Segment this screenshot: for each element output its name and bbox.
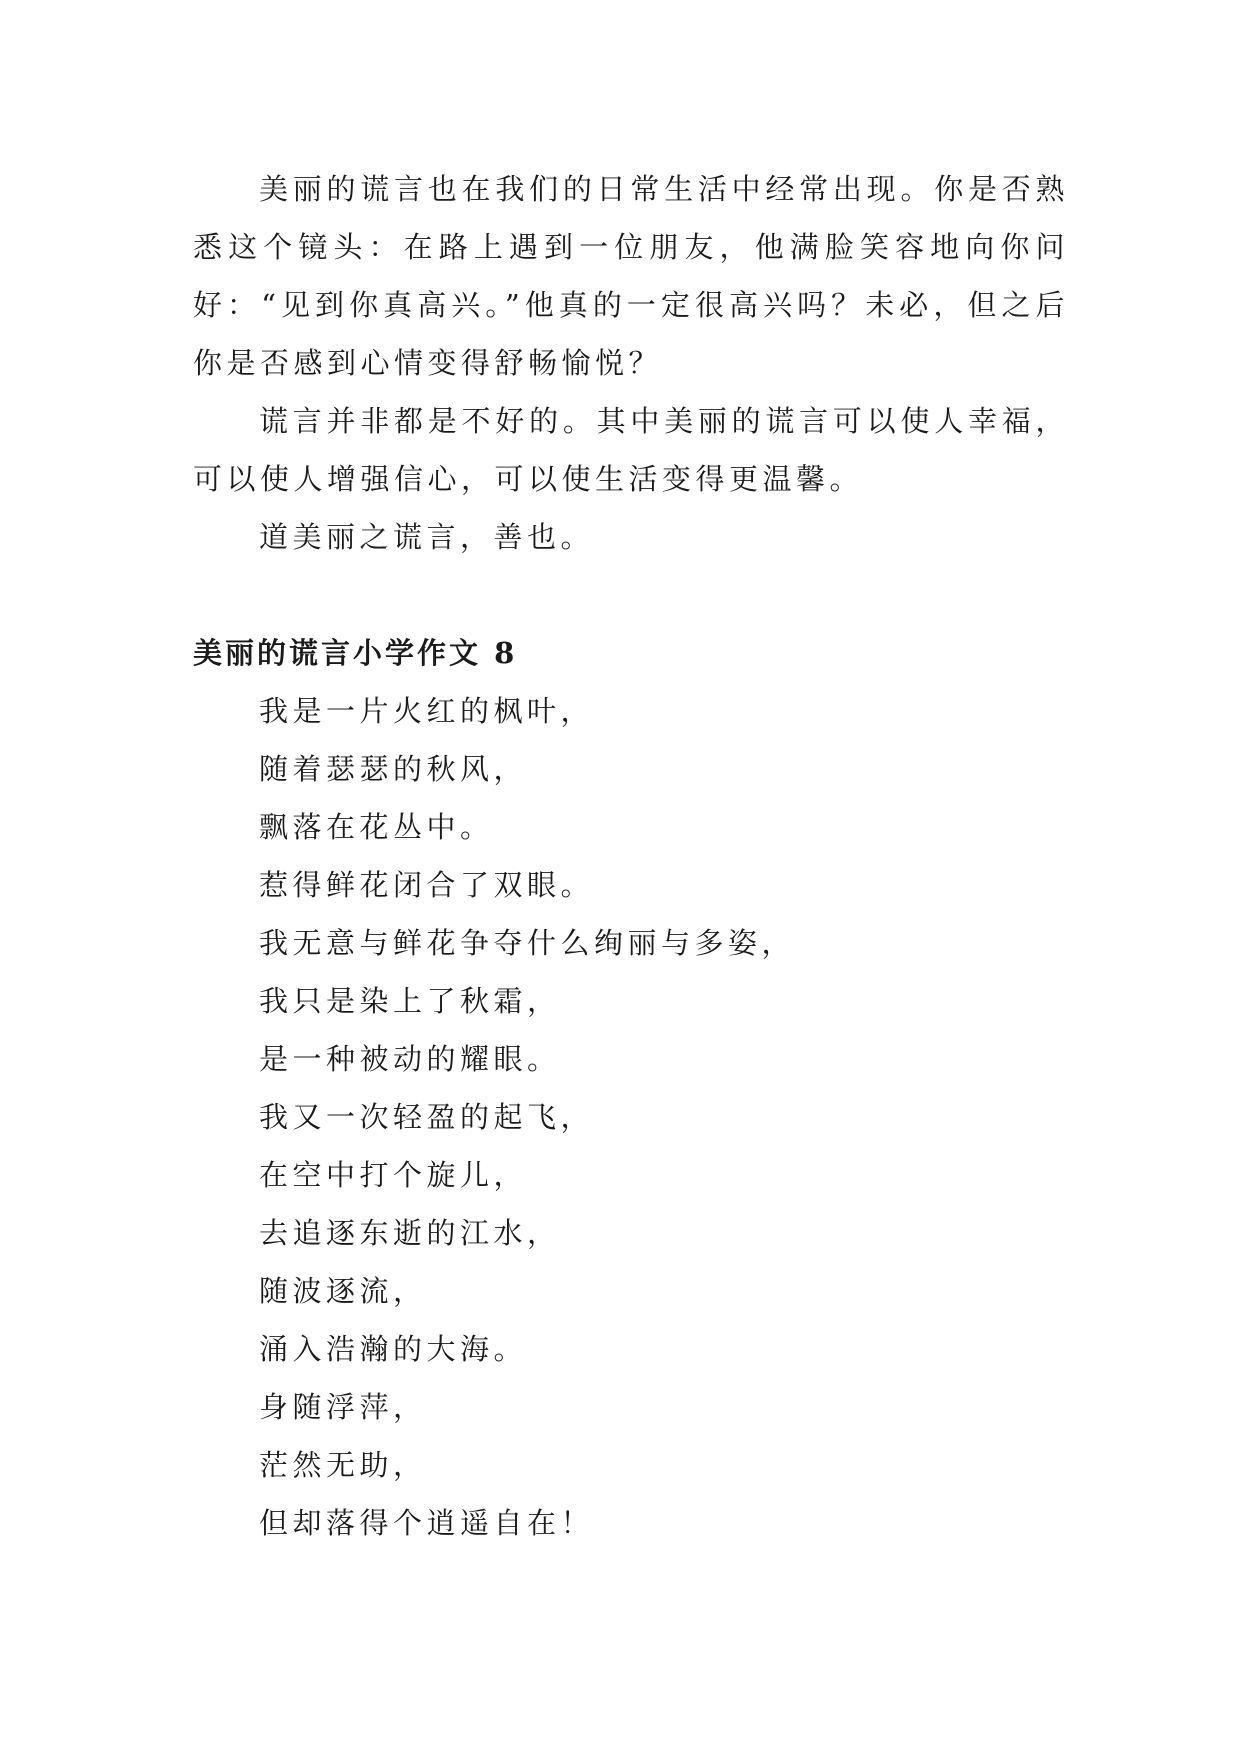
poem-line: 我又一次轻盈的起飞， [259, 1100, 595, 1134]
paragraph-3: 道美丽之谎言，善也。 [259, 520, 595, 554]
poem-line: 身随浮萍， [259, 1390, 427, 1424]
poem-line: 在空中打个旋儿， [259, 1158, 528, 1192]
section-title: 美丽的谎言小学作文 8 [193, 636, 518, 670]
poem-line: 惹得鲜花闭合了双眼。 [259, 868, 595, 902]
document-body [193, 160, 1069, 1552]
poem-line: 我只是染上了秋霜， [259, 984, 561, 1018]
poem-line: 是一种被动的耀眼。 [259, 1042, 561, 1076]
poem-line: 我是一片火红的枫叶， [259, 694, 595, 728]
poem-line: 随波逐流， [259, 1274, 427, 1308]
poem-line: 茫然无助， [259, 1448, 427, 1482]
poem-line: 飘落在花丛中。 [259, 810, 494, 844]
paragraph-1: 美丽的谎言也在我们的日常生活中经常出现。你是否熟悉这个镜头：在路上遇到一位朋友，他满脸笑容地向你问好：“见到你真高兴。”他真的一定很高兴吗？未必，但之后你是否感到心情变得舒畅愉悦？ [193, 172, 1069, 380]
poem-line: 随着瑟瑟的秋风， [259, 752, 528, 786]
poem-line: 去追逐东逝的江水， [259, 1216, 561, 1250]
poem [193, 682, 1069, 1552]
paragraph-2: 谎言并非都是不好的。其中美丽的谎言可以使人幸福，可以使人增强信心，可以使生活变得更温馨。 [193, 404, 1069, 496]
poem-line: 我无意与鲜花争夺什么绚丽与多姿， [259, 926, 796, 960]
poem-line: 但却落得个逍遥自在！ [259, 1506, 595, 1540]
poem-line: 涌入浩瀚的大海。 [259, 1332, 528, 1366]
